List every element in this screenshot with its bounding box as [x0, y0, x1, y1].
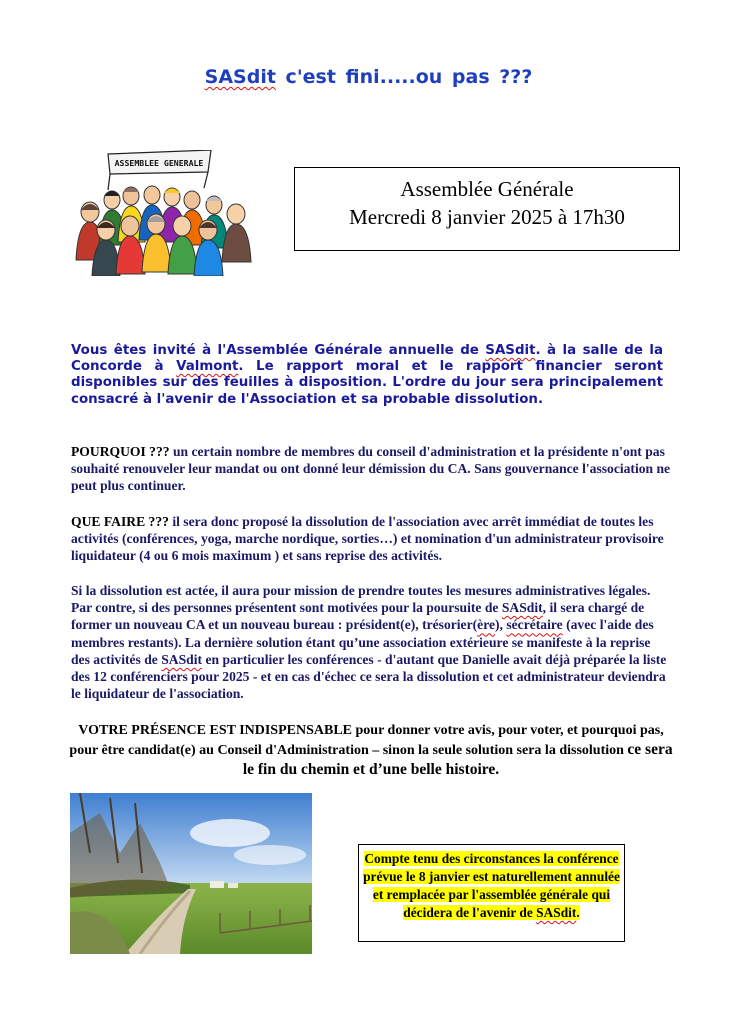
intro-text: Vous êtes invité à l'Assemblée Générale annuelle de — [71, 343, 486, 358]
que-faire-lead: QUE FAIRE ??? — [71, 514, 169, 529]
intro-paragraph — [71, 343, 663, 408]
event-box — [294, 167, 680, 251]
pourquoi-lead: POURQUOI ??? — [71, 444, 170, 459]
presence-text: VOTRE PRÉSENCE EST INDISPENSABLE pour donner votre avis, pour voter, et pourquoi pas, pour être candidat(e) au Conseil d'Administration – sinon la seule solution sera la dissolution — [69, 723, 664, 758]
pourquoi-paragraph — [71, 443, 671, 495]
assembly-crowd-illustration — [68, 150, 258, 276]
notice-text-main: Compte tenu des circonstances la conférence prévue le 8 janvier est naturellement annulée et remplacée par l'assemblée générale qui décidera de l'avenir de — [363, 851, 620, 920]
banner — [108, 150, 211, 190]
dissolution-text: Si la dissolution est actée, il aura pour mission de prendre toutes les mesures administratives légales. Par contre, si des personnes présentent sont motivées pour la poursuite de — [71, 583, 651, 616]
intro-text-2: . à la salle de la Concorde à — [71, 343, 663, 375]
dissolution-text-3: ), — [495, 617, 507, 633]
notice-end: . — [576, 905, 580, 920]
dissolution-brand-2: SASdit — [161, 651, 203, 667]
dissolution-text-2: , il sera chargé de former un nouveau CA et un nouveau bureau : président(e), trésorier( — [71, 600, 645, 633]
event-date: Mercredi 8 janvier 2025 à 17h30 — [349, 205, 625, 229]
que-faire-text: il sera donc proposé la dissolution de l'association avec arrêt immédiat de toutes les activités (conférences, yoga, marche nordique, sorties…) et nomination d'un administrateur provisoire liquidateur (4 ou 6 mois maximum ) et sans reprise des activités. — [71, 514, 664, 564]
presence-closing: ce sera le fin du chemin et d’une belle histoire. — [242, 741, 673, 778]
dissolution-secretaire: sécrétaire — [506, 617, 563, 633]
pourquoi-text: un certain nombre de membres du conseil d'administration et la présidente n'ont pas souhaité renouveler leur mandat ou ont donné leur démission du CA. Sans gouvernance l'association ne peut plus continuer. — [71, 444, 671, 494]
dissolution-brand: SASdit — [501, 600, 543, 616]
intro-place: Valmont — [176, 359, 239, 375]
notice-brand: SASdit — [536, 905, 577, 920]
title-brand: SASdit — [204, 66, 276, 88]
dissolution-ere: ère — [477, 617, 496, 633]
dissolution-paragraph — [71, 582, 671, 702]
page-title — [0, 66, 737, 88]
country-path-photo — [70, 793, 312, 954]
event-title: Assemblée Générale — [400, 177, 574, 201]
crowd-people — [76, 186, 251, 276]
notice-box — [358, 844, 625, 942]
banner-text: ASSEMBLEE GENERALE — [114, 158, 204, 168]
presence-paragraph — [68, 721, 674, 780]
dissolution-text-5: en particulier les conférences - d'autant que Danielle avait déjà préparée la liste des 12 conférenciers pour 2025 - et en cas d'échec ce sera la dissolution et cet administrateur deviendra le liquidateur de l'association. — [71, 651, 667, 702]
intro-brand: SASdit — [485, 343, 536, 358]
que-faire-paragraph — [71, 513, 671, 565]
notice-text — [363, 851, 620, 920]
intro-text-3: . Le rapport moral et le rapport financier seront disponibles sur des feuilles à disposition. L'ordre du jour sera principalement consacré à l'avenir de l'Association et sa probable dissolution. — [71, 359, 664, 407]
dissolution-text-4: (avec l'aide des membres restants). La dernière solution étant qu’une association extérieure se manifeste à la reprise des activités de — [71, 617, 654, 667]
title-rest: c'est fini.....ou pas ??? — [275, 66, 533, 88]
